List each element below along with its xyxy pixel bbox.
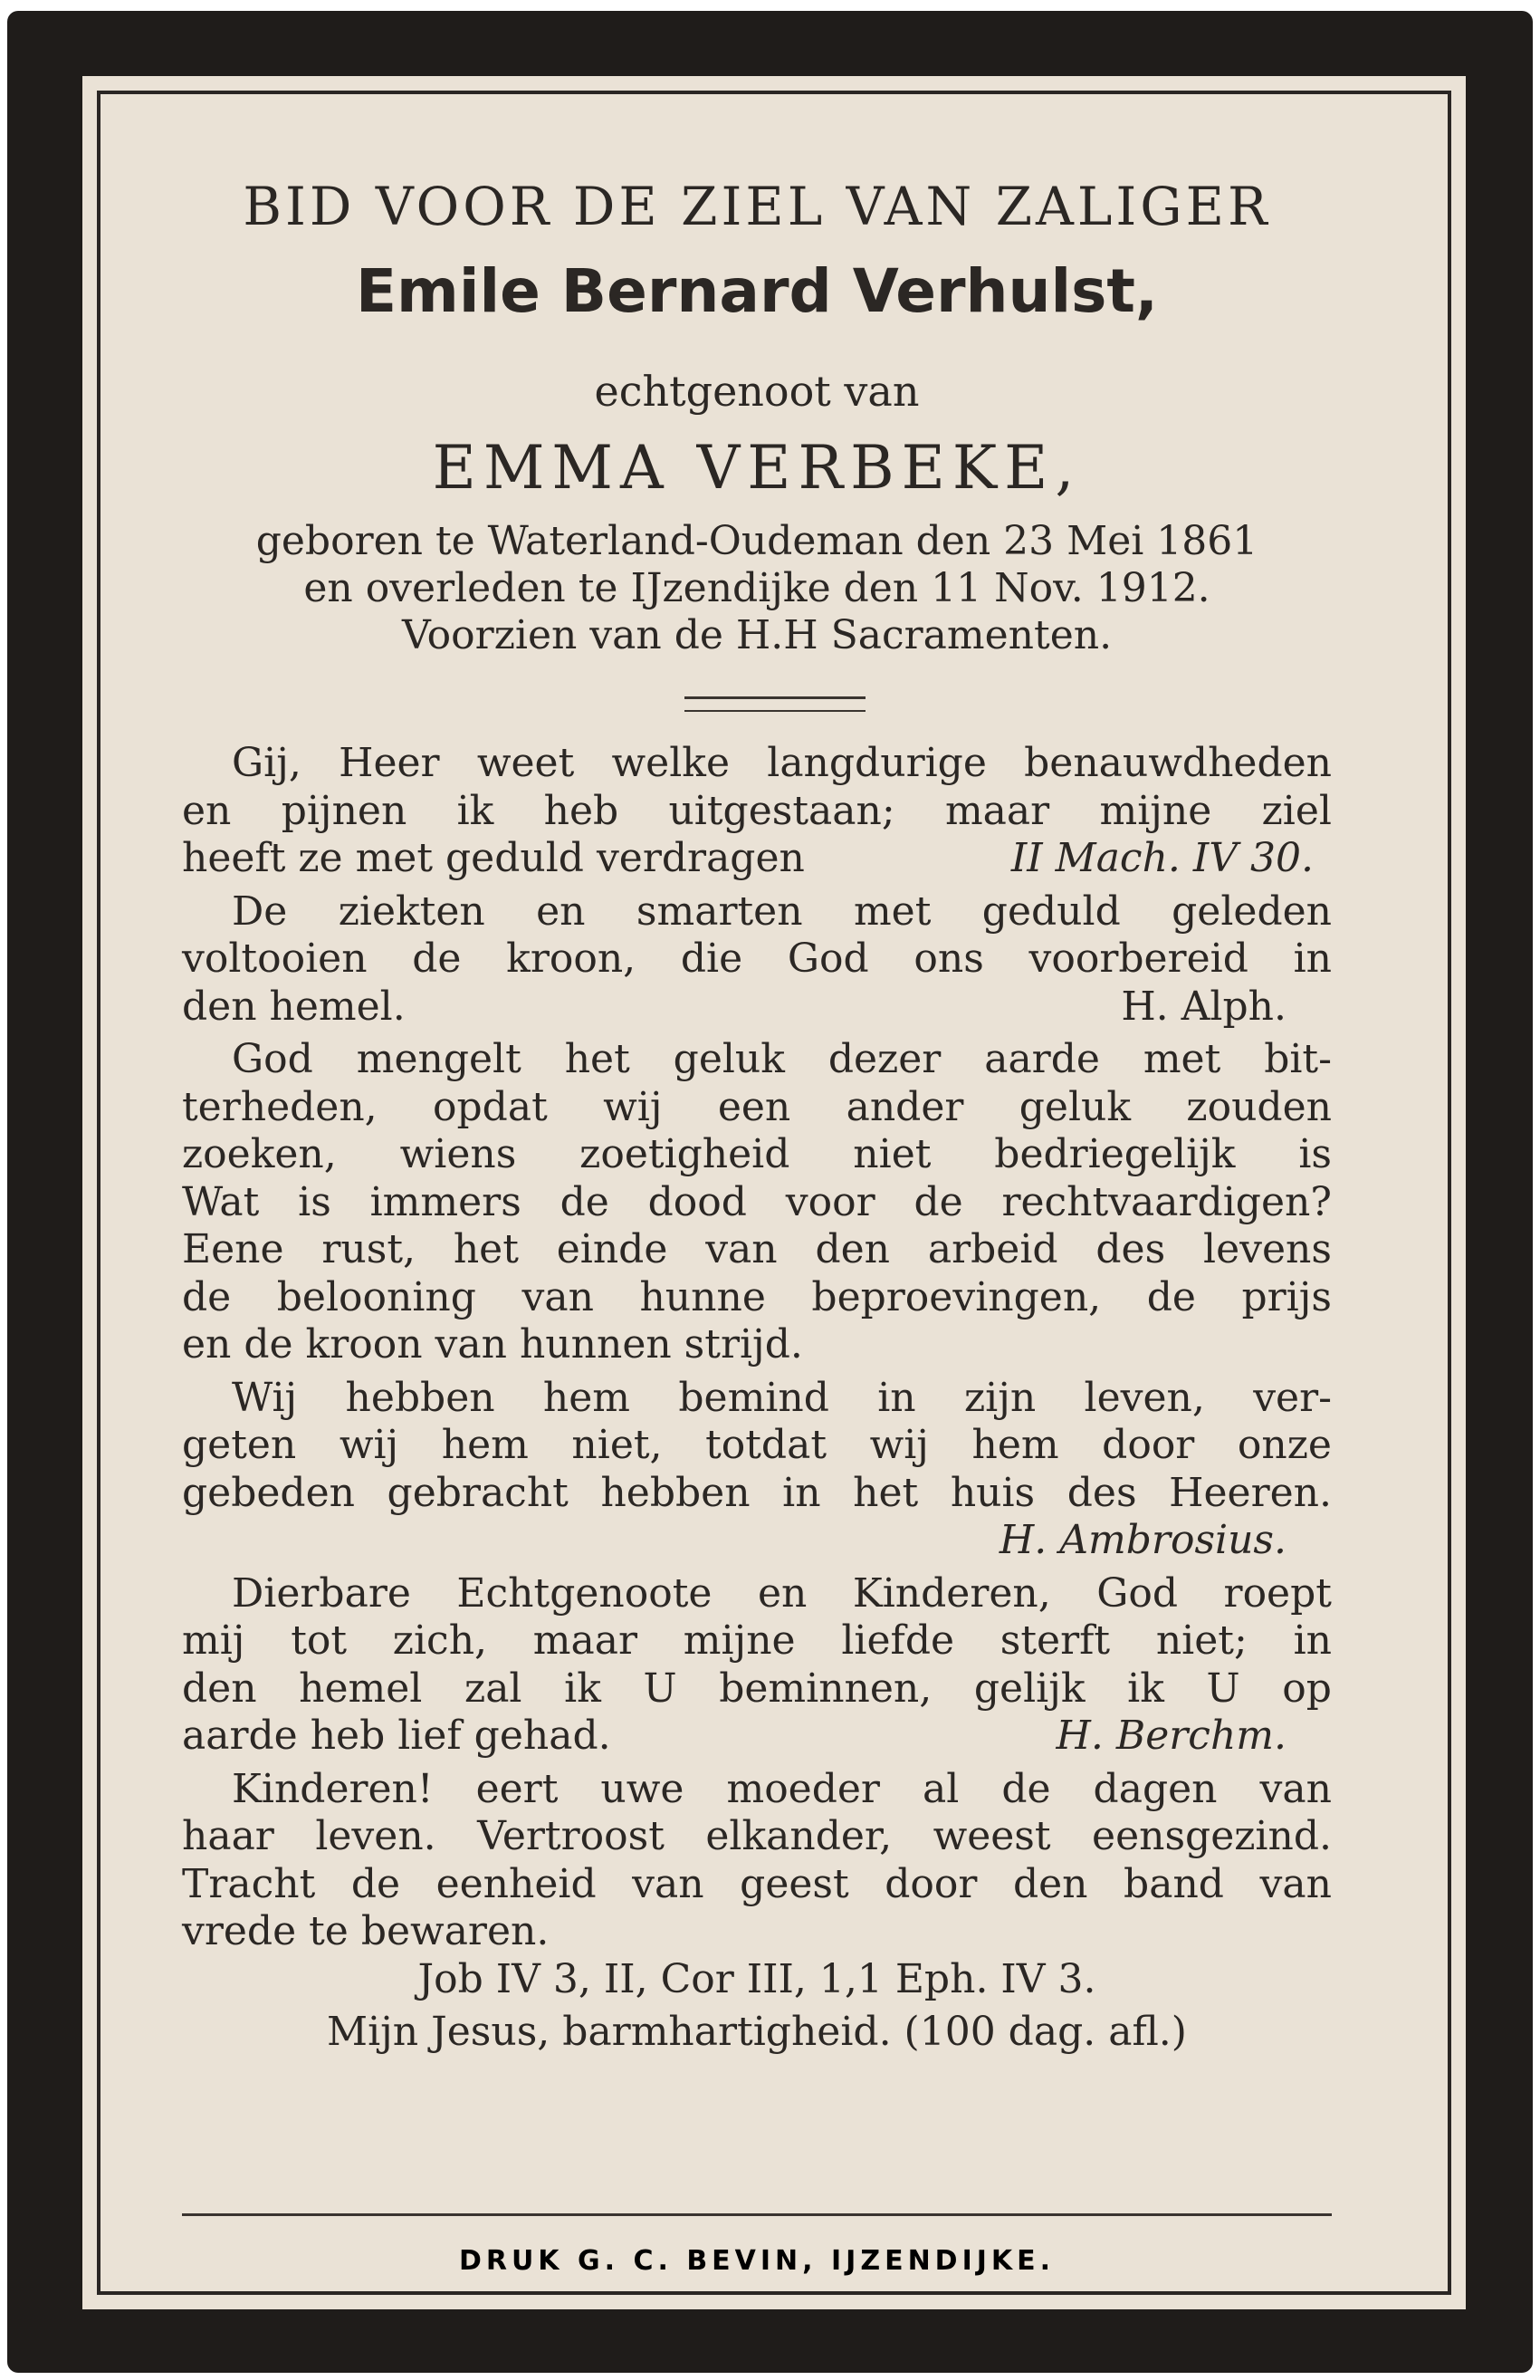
word: de [1001,1765,1051,1812]
word: gelijk [973,1665,1086,1712]
verse-line [182,1665,1332,1713]
word: in [1293,936,1332,982]
word: rechtvaardigen? [1001,1178,1332,1225]
verse-reference: Job IV 3, II, Cor III, 1,1 Eph. IV 3. [417,1955,1096,2002]
word: bemind [678,1374,829,1421]
word: den [815,1226,891,1272]
sacraments-line: Voorzien van de H.H Sacramenten. [401,612,1113,658]
word: sterft [1000,1617,1111,1664]
divider-rule [684,696,866,699]
word: haar [182,1813,274,1859]
verse-line [182,1570,1332,1618]
verse-line: en de kroon van hunnen strijd. [182,1321,803,1368]
word: die [680,936,743,982]
word: met [1143,1036,1221,1082]
word: levens [1203,1226,1332,1272]
word: ik [564,1665,601,1712]
word: mij [182,1617,245,1664]
word: band [1124,1860,1224,1907]
word: van [705,1226,778,1272]
word: door [885,1860,978,1907]
word: arbeid [927,1226,1058,1272]
word: Heeren. [1169,1469,1332,1516]
word: de [182,1273,232,1320]
verse-line [182,1036,1332,1084]
word: wij [339,1422,399,1468]
word: niet; [1155,1617,1248,1664]
word: dezer [827,1036,942,1082]
word: hemel [299,1665,423,1712]
verse-line [182,1179,1332,1227]
word: U [1206,1665,1240,1712]
card-paper [82,76,1466,2309]
word: elkander, [705,1813,893,1859]
word: hebben [345,1374,495,1421]
word: uwe [600,1765,684,1812]
verse-line [182,1375,1332,1423]
word: is [298,1178,331,1225]
word: wij [869,1422,929,1468]
word: het [853,1469,919,1516]
word: liefde [841,1617,955,1664]
word: tot [291,1617,348,1664]
word: beminnen, [719,1665,933,1712]
verse-line [182,1470,1332,1518]
word: en [182,787,232,834]
word: Vertroost [477,1813,665,1859]
word: hem [542,1374,631,1421]
word: God [232,1036,313,1082]
birth-line: geboren te Waterland-Oudeman den 23 Mei 1861 [255,518,1258,564]
spouse-name: EMMA VERBEKE, [432,433,1082,503]
word: geluk [1019,1083,1132,1130]
word: dood [647,1178,747,1225]
verse-line [182,1274,1332,1322]
verse-line [182,1766,1332,1814]
word: Gij, [232,740,301,786]
word: rust, [321,1226,416,1272]
divider-rule-lower [684,710,866,712]
word: ander [846,1083,964,1130]
word: moeder [726,1765,880,1812]
word: niet, [571,1422,663,1468]
word: van [632,1860,704,1907]
biography [182,518,1332,659]
word: bit- [1264,1036,1332,1082]
word: mengelt [356,1036,521,1082]
verse-text: heeft ze met geduld verdragen [182,835,805,881]
word: eert [475,1765,559,1812]
word: van [1259,1765,1332,1812]
word: wiens [399,1131,517,1177]
word: des [1067,1469,1137,1516]
word: huis [950,1469,1036,1516]
verse-text: aarde heb lief gehad. [182,1713,611,1759]
word: een [717,1083,791,1130]
death-line: en overleden te IJzendijke den 11 Nov. 1912. [303,565,1210,611]
word: ziel [1261,787,1332,834]
verse-line [182,1861,1332,1909]
word: Dierbare [232,1569,411,1617]
word: einde [556,1226,668,1272]
word: wij [603,1083,663,1130]
word: Echtgenoote [456,1569,713,1617]
word: uitgestaan; [668,787,895,834]
word: ons [913,936,984,982]
printer-rule [182,2213,1332,2216]
word: de [560,1178,609,1225]
word: gebracht [387,1469,569,1516]
word: God [1096,1569,1179,1617]
word: Wat [182,1178,260,1225]
verse-reference: II Mach. IV 30. [1010,835,1314,881]
verse-reference: H. Ambrosius. [999,1517,1287,1563]
word: en [536,888,586,935]
word: gebeden [182,1469,355,1516]
word: totdat [705,1422,827,1468]
verse-line: vrede te bewaren. [182,1908,550,1954]
word: maar [944,787,1050,834]
word: met [853,888,932,935]
deceased-name: Emile Bernard Verhulst, [355,256,1159,326]
word: is [1298,1131,1332,1177]
word: smarten [636,888,803,935]
word: geten [182,1422,297,1468]
word: prijs [1241,1273,1332,1320]
verse-line [182,835,1332,883]
word: eensgezind. [1092,1813,1332,1859]
word: zoeken, [182,1131,337,1177]
word: des [1095,1226,1166,1272]
word: geleden [1172,888,1332,935]
closing-prayer: Mijn Jesus, barmhartigheid. (100 dag. afl.) [327,2009,1187,2055]
word: voltooien [182,936,368,982]
word: leven, [1084,1374,1205,1421]
word: van [521,1273,594,1320]
verse-line [182,1226,1332,1274]
word: hem [971,1422,1059,1468]
word: langdurige [767,740,987,786]
verse-line [182,1084,1332,1132]
verse-reference: H. Berchm. [1056,1713,1287,1759]
word: immers [369,1178,521,1225]
verse-line [182,1517,1332,1565]
verse-line [182,1617,1332,1665]
word: welke [611,740,730,786]
verse-line [182,1813,1332,1861]
word: in [782,1469,821,1516]
verse-text: den hemel. [182,983,406,1030]
verse-line [182,740,1332,788]
word: U [643,1665,677,1712]
word: zouden [1186,1083,1332,1130]
word: mijne [683,1617,796,1664]
word: pijnen [281,787,407,834]
word: zich, [392,1617,488,1664]
verse-line [182,788,1332,836]
word: maar [532,1617,638,1664]
verse-line [182,1131,1332,1179]
word: Kinderen, [852,1569,1051,1617]
word: geluk [673,1036,785,1082]
verse-line [182,1422,1332,1470]
word: de [1146,1273,1196,1320]
word: ver- [1253,1374,1332,1421]
word: geest [740,1860,849,1907]
word: Kinderen! [232,1765,434,1812]
word: God [787,936,869,982]
word: belooning [276,1273,476,1320]
word: zijn [963,1374,1037,1421]
word: hebben [600,1469,751,1516]
word: ik [456,787,494,834]
word: heb [543,787,619,834]
word: ziekten [338,888,485,935]
word: Heer [339,740,440,786]
word: kroon, [506,936,636,982]
word: geduld [981,888,1121,935]
word: Wij [232,1374,298,1421]
word: bedriegelijk [994,1131,1236,1177]
word: weet [476,740,575,786]
word: aarde [984,1036,1100,1082]
word: niet [853,1131,932,1177]
word: ik [1127,1665,1164,1712]
word: het [564,1036,630,1082]
word: den [182,1665,257,1712]
word: Tracht [182,1860,316,1907]
word: mijne [1099,787,1212,834]
word: roept [1223,1569,1332,1617]
verse-line [182,936,1332,984]
verse-line [182,984,1332,1032]
word: dagen [1093,1765,1218,1812]
word: benauwdheden [1024,740,1332,786]
word: de [913,1178,963,1225]
word: in [877,1374,916,1421]
word: opdat [433,1083,548,1130]
word: hunne [639,1273,766,1320]
verse-line [182,888,1332,936]
word: de [412,936,462,982]
word: al [922,1765,960,1812]
memorial-card [7,11,1533,2373]
word: eenheid [435,1860,597,1907]
word: en [757,1569,808,1617]
word: beproevingen, [811,1273,1102,1320]
word: onze [1237,1422,1332,1468]
word: den [1012,1860,1088,1907]
printer-imprint: DRUK G. C. BEVIN, IJZENDIJKE. [458,2245,1056,2277]
word: in [1293,1617,1332,1664]
word: het [453,1226,519,1272]
word: zal [464,1665,522,1712]
word: leven. [315,1813,436,1859]
prayer-heading: BID VOOR DE ZIEL VAN ZALIGER [243,176,1271,237]
word: zoetigheid [579,1131,790,1177]
word: terheden, [182,1083,378,1130]
verse-line [182,1713,1332,1761]
word: weest [933,1813,1051,1859]
word: voorbereid [1028,936,1248,982]
word: hem [441,1422,529,1468]
word: door [1102,1422,1195,1468]
word: van [1259,1860,1332,1907]
word: de [350,1860,401,1907]
word: De [232,888,288,935]
verse-reference: H. Alph. [1121,983,1287,1030]
spouse-label: echtgenoot van [594,367,920,416]
word: voor [785,1178,875,1225]
word: op [1282,1665,1332,1712]
word: Eene [182,1226,284,1272]
verses [182,740,1332,2057]
